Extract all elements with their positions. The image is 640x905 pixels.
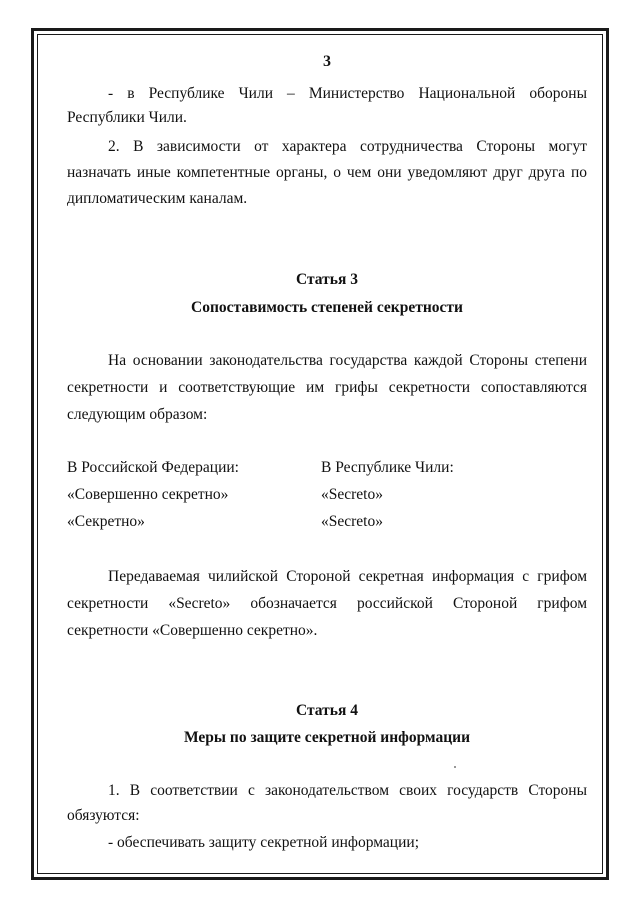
article4-item1: - обеспечивать защиту секретной информации;: [108, 834, 419, 851]
article3-intro-line3: следующим образом:: [67, 406, 208, 423]
para2-line1: 2. В зависимости от характера сотрудничества Стороны могут: [108, 138, 587, 155]
table-row-1-left: «Совершенно секретно»: [67, 486, 229, 503]
table-row-1-right: «Secreto»: [321, 486, 383, 503]
table-left-header: В Российской Федерации:: [67, 459, 239, 476]
article4-para1-line1: 1. В соответствии с законодательством своих государств Стороны: [108, 782, 587, 799]
page-number: 3: [323, 53, 331, 70]
scan-speck: [454, 766, 456, 768]
article3-title: Сопоставимость степеней секретности: [191, 299, 463, 316]
para1-line2: Республики Чили.: [67, 109, 187, 126]
article3-heading: Статья 3: [296, 271, 358, 288]
table-row-2-right: «Secreto»: [321, 513, 383, 530]
article4-heading: Статья 4: [296, 702, 358, 719]
article4-title: Меры по защите секретной информации: [183, 729, 471, 746]
para1-line1: - в Республике Чили – Министерство Национальной обороны: [108, 85, 587, 102]
para2-line3: дипломатическим каналам.: [67, 190, 248, 207]
page-border-inner: [37, 34, 603, 874]
article3-intro-line2: секретности и соответствующие им грифы секретности сопоставляются: [67, 379, 587, 396]
article3-note-line3: секретности «Совершенно секретно».: [67, 622, 318, 639]
article3-note-line2: секретности «Secreto» обозначается российской Стороной грифом: [67, 595, 587, 612]
table-row-2-left: «Секретно»: [67, 513, 145, 530]
article3-note-line1: Передаваемая чилийской Стороной секретная информация с грифом: [108, 568, 587, 585]
table-right-header: В Республике Чили:: [321, 459, 454, 476]
article4-para1-line2: обязуются:: [67, 807, 140, 824]
article3-intro-line1: На основании законодательства государства каждой Стороны степени: [108, 352, 587, 369]
para2-line2: назначать иные компетентные органы, о чем они уведомляют друг друга по: [67, 164, 587, 181]
